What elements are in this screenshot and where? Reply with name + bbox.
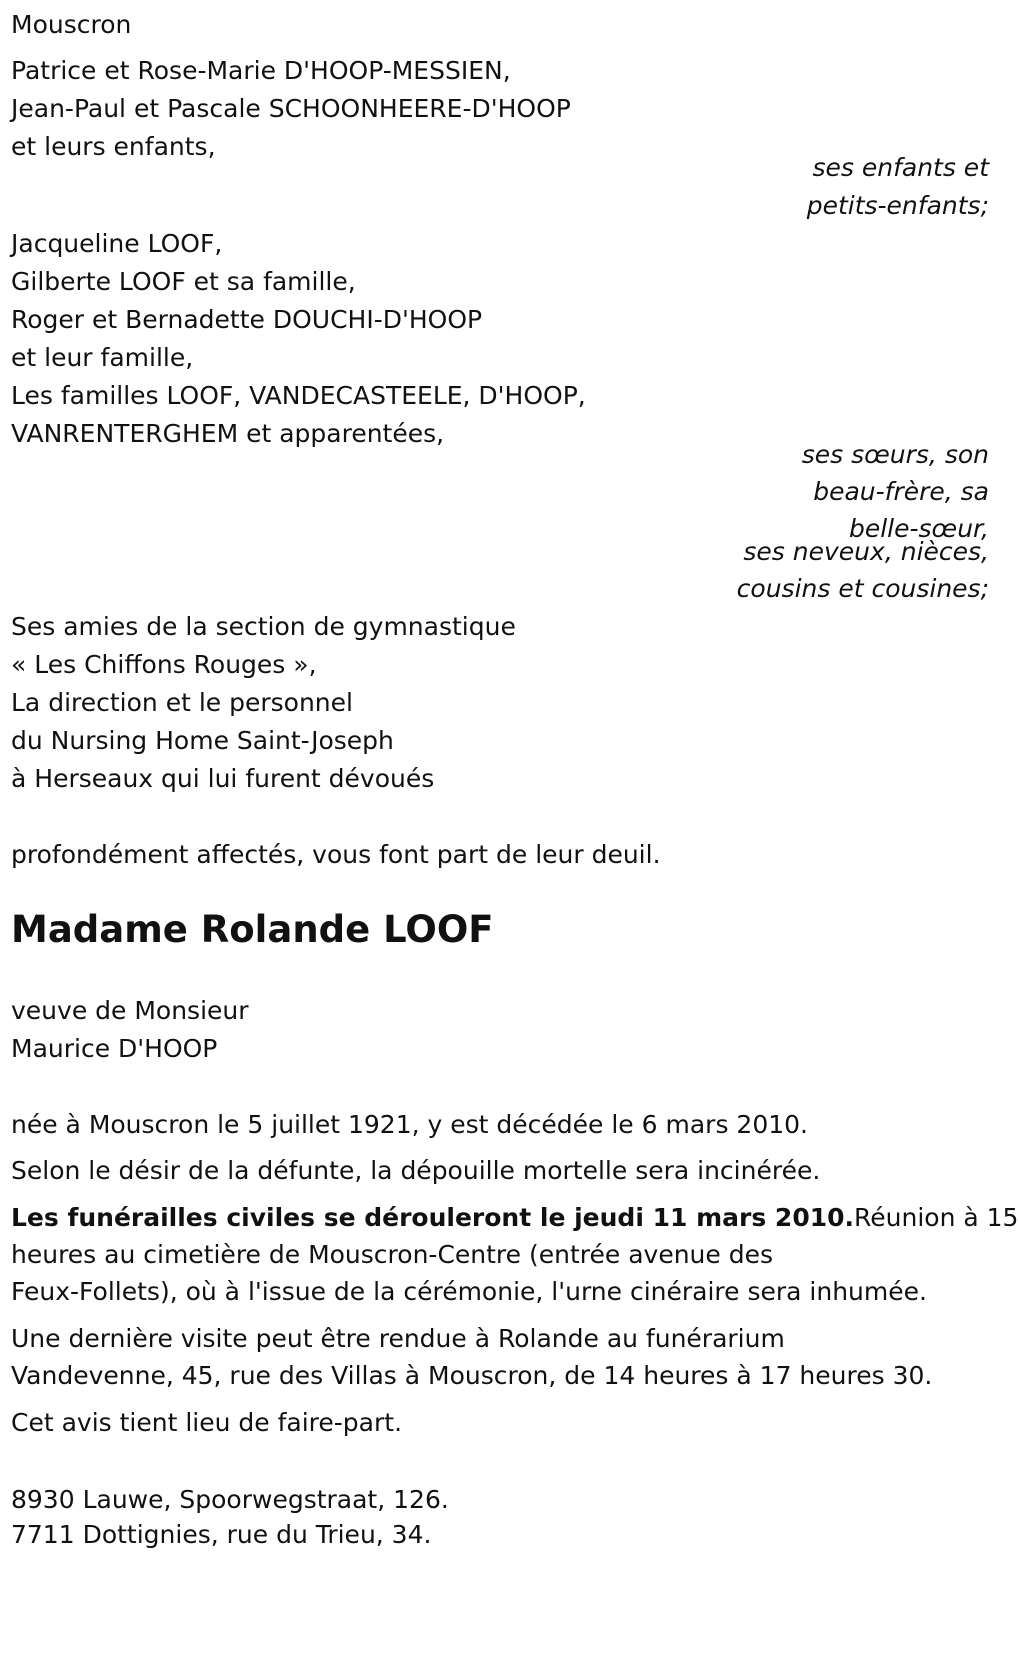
relationship-role: beau-frère, sa [813,477,989,506]
widow-of-line: veuve de Monsieur [11,996,249,1025]
cremation-text: Selon le désir de la défunte, la dépouille mortelle sera incinérée. [11,1156,821,1185]
deceased-name: Madame Rolande LOOF [11,908,494,951]
family-line: et leur famille, [11,343,194,372]
relationship-role: petits-enfants; [806,191,989,220]
family-line: et leurs enfants, [11,132,216,161]
city-name: Mouscron [11,10,132,39]
relationship-role: ses enfants et [812,153,989,182]
birth-death-text: née à Mouscron le 5 juillet 1921, y est décédée le 6 mars 2010. [11,1110,808,1139]
notice-text: Cet avis tient lieu de faire-part. [11,1408,403,1437]
family-line: Jean-Paul et Pascale SCHOONHEERE-D'HOOP [11,94,571,123]
funeral-meeting-text: Réunion à 15 [854,1203,1018,1232]
family-line: Jacqueline LOOF, [11,229,223,258]
friends-line: Ses amies de la section de gymnastique [11,612,516,641]
relationship-role: belle-sœur, [848,514,989,543]
friends-line: à Herseaux qui lui furent dévoués [11,764,435,793]
widow-of-line: Maurice D'HOOP [11,1034,218,1063]
address-line: 7711 Dottignies, rue du Trieu, 34. [11,1520,432,1549]
visit-line: Vandevenne, 45, rue des Villas à Mouscron, de 14 heures à 17 heures 30. [11,1361,933,1390]
family-line: Les familles LOOF, VANDECASTEELE, D'HOOP, [11,381,586,410]
relationship-role: ses neveux, nièces, [743,537,989,566]
family-line: Gilberte LOOF et sa famille, [11,267,356,296]
funeral-line: heures au cimetière de Mouscron-Centre (entrée avenue des [11,1240,773,1269]
address-line: 8930 Lauwe, Spoorwegstraat, 126. [11,1485,449,1514]
relationship-role: cousins et cousines; [736,574,989,603]
family-line: Roger et Bernadette DOUCHI-D'HOOP [11,305,483,334]
relationship-role: ses sœurs, son [801,440,989,469]
funeral-line: Feux-Follets), où à l'issue de la cérémonie, l'urne cinéraire sera inhumée. [11,1277,927,1306]
family-line: VANRENTERGHEM et apparentées, [11,419,445,448]
funeral-date-bold: Les funérailles civiles se dérouleront le jeudi 11 mars 2010. [11,1203,855,1232]
family-line: Patrice et Rose-Marie D'HOOP-MESSIEN, [11,56,511,85]
friends-line: La direction et le personnel [11,688,353,717]
funeral-line [11,1203,1018,1233]
visit-line: Une dernière visite peut être rendue à Rolande au funérarium [11,1324,785,1353]
announcement-text: profondément affectés, vous font part de leur deuil. [11,840,661,869]
friends-line: « Les Chiffons Rouges », [11,650,317,679]
friends-line: du Nursing Home Saint-Joseph [11,726,394,755]
